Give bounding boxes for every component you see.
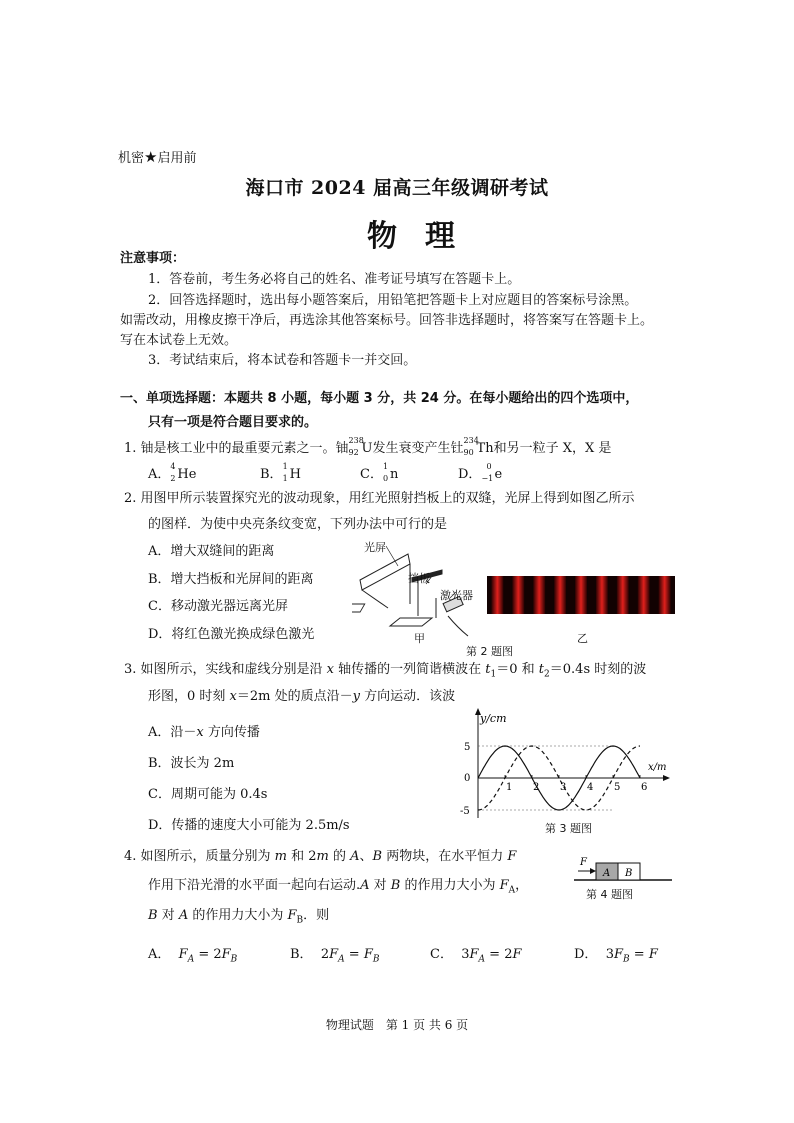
he-mass: 4 <box>170 462 176 471</box>
q4-d-eq: = <box>629 947 649 962</box>
question-4-stem <box>124 848 516 866</box>
q3-var-x2: x <box>229 689 237 704</box>
x-tick-label: 2 <box>533 782 540 793</box>
u-symbol: U <box>361 441 373 456</box>
star-icon: ★ <box>144 148 158 166</box>
x-tick-label: 4 <box>587 782 594 793</box>
q4-text-l: ．则 <box>303 908 330 923</box>
q4-c-s1: A <box>478 954 486 965</box>
hydrogen-nuclide <box>282 462 301 484</box>
h-number: 1 <box>282 474 288 483</box>
q1-b-label: B． <box>260 467 283 482</box>
q3-text-d: ＝0.4s 时刻的波 <box>549 662 647 677</box>
q3-text-a: 3. 如图所示，实线和虚线分别是沿 <box>124 662 327 677</box>
block-b-label: B <box>625 868 633 879</box>
y-axis-label: y/cm <box>480 712 507 725</box>
q2-option-a: A．增大双缝间的距离 <box>148 544 275 559</box>
thorium-nuclide <box>463 436 494 458</box>
force-label: F <box>580 857 587 868</box>
h-symbol: H <box>289 467 301 482</box>
q1-option-c <box>360 462 399 484</box>
q3-text-g: 方向运动．该波 <box>359 689 456 704</box>
y-tick-label: -5 <box>460 806 470 817</box>
q4-b-label: B． <box>290 947 313 962</box>
n-mass: 1 <box>382 462 389 471</box>
q4-var-fa: F <box>499 878 509 893</box>
u-mass: 238 <box>348 436 364 445</box>
th-symbol: Th <box>476 441 494 456</box>
q4-b-eq: = <box>344 947 364 962</box>
question-1-stem <box>124 436 612 458</box>
q4-var-fb: F <box>287 908 297 923</box>
q3-t1-sub: 1 <box>490 669 497 680</box>
q4-d-pre: 3 <box>605 947 614 962</box>
q1-text-c: 和另一粒子 X，X 是 <box>493 441 612 456</box>
q3-var-t2: t <box>538 662 545 677</box>
q3-option-c: C．周期可能为 0.4s <box>148 787 268 802</box>
q3-a-text: A．沿－ <box>148 725 197 740</box>
force-arrowhead <box>590 868 596 874</box>
screen-base <box>352 604 365 612</box>
notice-item-2-cont: 如需改动，用橡皮擦干净后，再选涂其他答案标号。回答非选择题时，将答案写在答题卡上。 <box>120 313 654 328</box>
bright-fringe <box>596 576 608 614</box>
label-fig-yi: 乙 <box>577 632 588 645</box>
q4-c-pre: 3 <box>461 947 470 962</box>
bright-fringe <box>617 576 629 614</box>
q4-fb-sub: B <box>296 915 304 926</box>
page-footer: 物理试题 第 1 页 共 6 页 <box>325 1018 469 1032</box>
q3-option-d: D．传播的速度大小可能为 2.5m/s <box>148 818 350 833</box>
q4-var-m2: m <box>316 849 329 864</box>
he-number: 2 <box>170 474 176 483</box>
neutron-nuclide <box>382 462 399 484</box>
q4-text-j: 对 <box>157 908 179 923</box>
q4-b-pre: 2 <box>320 947 330 962</box>
n-symbol: n <box>389 467 399 482</box>
uranium-nuclide <box>348 436 373 458</box>
q1-text-a: 1. 铀是核工业中的最重要元素之一。铀 <box>124 441 349 456</box>
section-heading-cont: 只有一项是符合题目要求的。 <box>148 415 318 430</box>
q4-option-a <box>148 946 237 969</box>
question-2-stem-cont: 的图样．为使中央亮条纹变宽，下列办法中可行的是 <box>148 517 448 532</box>
baffle-base <box>390 618 432 626</box>
bright-fringe <box>512 576 524 614</box>
question-4-stem-cont <box>148 877 528 900</box>
q3-option-b: B．波长为 2m <box>148 756 235 771</box>
subject-title: 物理 <box>367 219 483 254</box>
q3-var-x: x <box>326 662 335 677</box>
q4-var-a2: A <box>360 878 370 893</box>
x-tick-label: 3 <box>560 782 567 793</box>
q1-option-b <box>260 462 301 484</box>
bright-fringe <box>533 576 545 614</box>
q4-d-f1: F <box>613 947 624 962</box>
q4-d-s1: B <box>623 954 630 965</box>
e-mass: 0 <box>486 462 492 471</box>
question-3-stem-cont <box>148 688 455 706</box>
q4-text-h: 的作用力大小为 <box>400 878 500 893</box>
x-tick-label: 1 <box>506 782 513 793</box>
h-mass: 1 <box>282 462 288 471</box>
confidential-mark <box>118 148 196 168</box>
q3-var-y: y <box>352 689 360 704</box>
q1-d-label: D． <box>458 467 482 482</box>
q4-text-c: 的 <box>328 849 351 864</box>
q4-a-s2: B <box>230 954 238 965</box>
n-number: 0 <box>382 474 389 483</box>
wave-marks <box>460 742 647 817</box>
q4-c-f1: F <box>469 947 479 962</box>
question-4-stem-cont2 <box>148 907 329 930</box>
laser-cord <box>448 616 468 636</box>
q4-text-i: ， <box>515 878 529 893</box>
helium-nuclide <box>170 462 197 484</box>
q4-var-f: F <box>507 849 517 864</box>
q1-option-a <box>148 462 197 484</box>
q4-var-b3: B <box>148 908 158 923</box>
q4-var-b2: B <box>390 878 401 893</box>
q4-var-a: A <box>350 849 360 864</box>
q4-c-f2: F <box>512 947 522 962</box>
notice-item-1: 1．答卷前，考生务必将自己的姓名、准考证号填写在答题卡上。 <box>148 272 521 287</box>
q2-fringe-pattern <box>487 576 675 614</box>
e-symbol: e <box>494 467 503 482</box>
label-screen: 光屏 <box>364 541 386 554</box>
u-number: 92 <box>348 448 359 457</box>
x-axis-arrow <box>663 775 670 781</box>
q3-a-text2: 方向传播 <box>203 725 260 740</box>
q2-figure-caption: 第 2 题图 <box>466 645 513 658</box>
q4-text-d: 、 <box>359 849 373 864</box>
q4-c-eq: = 2 <box>485 947 513 962</box>
label-laser: 激光器 <box>440 589 473 602</box>
notice-heading: 注意事项： <box>120 251 186 266</box>
fringe-bands <box>491 576 670 614</box>
q3-text-c: ＝0 和 <box>496 662 539 677</box>
q4-text-e: 两物块，在水平恒力 <box>382 849 508 864</box>
notice-item-2-cont2: 写在本试卷上无效。 <box>120 333 238 348</box>
q3-t2-sub: 2 <box>544 669 550 680</box>
th-number: 90 <box>463 448 474 457</box>
he-symbol: He <box>177 467 197 482</box>
y-tick-label: 0 <box>464 773 471 784</box>
q4-text-k: 的作用力大小为 <box>188 908 288 923</box>
q3-text-f: ＝2m 处的质点沿－ <box>236 689 353 704</box>
bright-fringe <box>575 576 587 614</box>
screen-stand <box>362 590 388 608</box>
q1-text-b: 发生衰变产生钍 <box>372 441 464 456</box>
q4-fa-sub: A <box>508 885 516 896</box>
q4-b-s2: B <box>372 954 380 965</box>
question-3-stem <box>124 661 646 684</box>
label-baffle: 挡板 <box>408 572 430 585</box>
x-tick-label: 6 <box>641 782 648 793</box>
q3-option-a <box>148 724 260 742</box>
q4-option-c <box>430 946 522 969</box>
q4-d-f2: F <box>648 947 658 962</box>
q4-a-eq: = 2 <box>194 947 222 962</box>
notice-item-2: 2．回答选择题时，选出每小题答案后，用铅笔把答题卡上对应题目的答案标号涂黑。 <box>148 293 638 308</box>
exam-title: 海口市 2024 届高三年级调研考试 <box>245 177 549 199</box>
q4-var-b: B <box>372 849 383 864</box>
q1-c-label: C． <box>360 467 383 482</box>
q4-option-b <box>290 946 379 969</box>
q3-text-e: 形图，0 时刻 <box>148 689 230 704</box>
light-screen-panel <box>360 554 410 590</box>
q4-text-f: 作用下沿光滑的水平面一起向右运动. <box>148 878 361 893</box>
electron-nuclide <box>481 462 503 484</box>
q3-wave-graph <box>452 708 672 820</box>
bright-fringe <box>491 576 503 614</box>
x-axis-label: x/m <box>648 762 667 773</box>
confidential-text: 机密 <box>118 151 145 166</box>
q1-a-label: A． <box>148 467 171 482</box>
e-number: −1 <box>481 474 494 483</box>
label-fig-jia: 甲 <box>414 632 425 645</box>
bright-fringe <box>659 576 671 614</box>
q4-blocks-figure <box>574 853 674 883</box>
q4-a-f1: F <box>178 947 188 962</box>
th-mass: 234 <box>463 436 479 445</box>
q4-option-d <box>574 946 658 969</box>
q2-option-c: C．移动激光器远离光屏 <box>148 599 288 614</box>
notice-item-3: 3．考试结束后，将本试卷和答题卡一并交回。 <box>148 353 417 368</box>
question-2-stem: 2. 用图甲所示装置探究光的波动现象，用红光照射挡板上的双缝，光屏上得到如图乙所示 <box>124 491 635 506</box>
section-heading: 一、单项选择题：本题共 8 小题，每小题 3 分，共 24 分。在每小题给出的四个选项中， <box>120 391 639 406</box>
q2-option-d: D．将红色激光换成绿色激光 <box>148 627 315 642</box>
q4-a-label: A． <box>148 947 171 962</box>
q3-figure-caption: 第 3 题图 <box>545 822 592 835</box>
q2-option-b: B．增大挡板和光屏间的距离 <box>148 572 314 587</box>
q4-var-m: m <box>274 849 287 864</box>
q3-a-var: x <box>196 725 204 740</box>
q4-figure-caption: 第 4 题图 <box>586 888 633 901</box>
q4-var-a3: A <box>178 908 189 923</box>
before-use-text: 启用前 <box>157 151 197 166</box>
q4-text-b: 和 2 <box>287 849 317 864</box>
y-tick-label: 5 <box>464 742 471 753</box>
q4-text-g: 对 <box>369 878 391 893</box>
q4-a-s1: A <box>187 954 195 965</box>
block-a-label: A <box>603 868 611 879</box>
q3-text-b: 轴传播的一列简谐横波在 <box>334 662 486 677</box>
q4-b-s1: A <box>338 954 345 965</box>
q4-text-a: 4. 如图所示，质量分别为 <box>124 849 275 864</box>
bright-fringe <box>638 576 650 614</box>
q4-b-f1: F <box>329 947 339 962</box>
q1-option-d <box>458 462 503 484</box>
bright-fringe <box>554 576 566 614</box>
q4-b-f2: F <box>363 947 373 962</box>
x-tick-label: 5 <box>614 782 621 793</box>
q3-var-t1: t <box>485 662 491 677</box>
q4-c-label: C． <box>430 947 453 962</box>
q4-a-f2: F <box>221 947 231 962</box>
q4-d-label: D． <box>574 947 598 962</box>
